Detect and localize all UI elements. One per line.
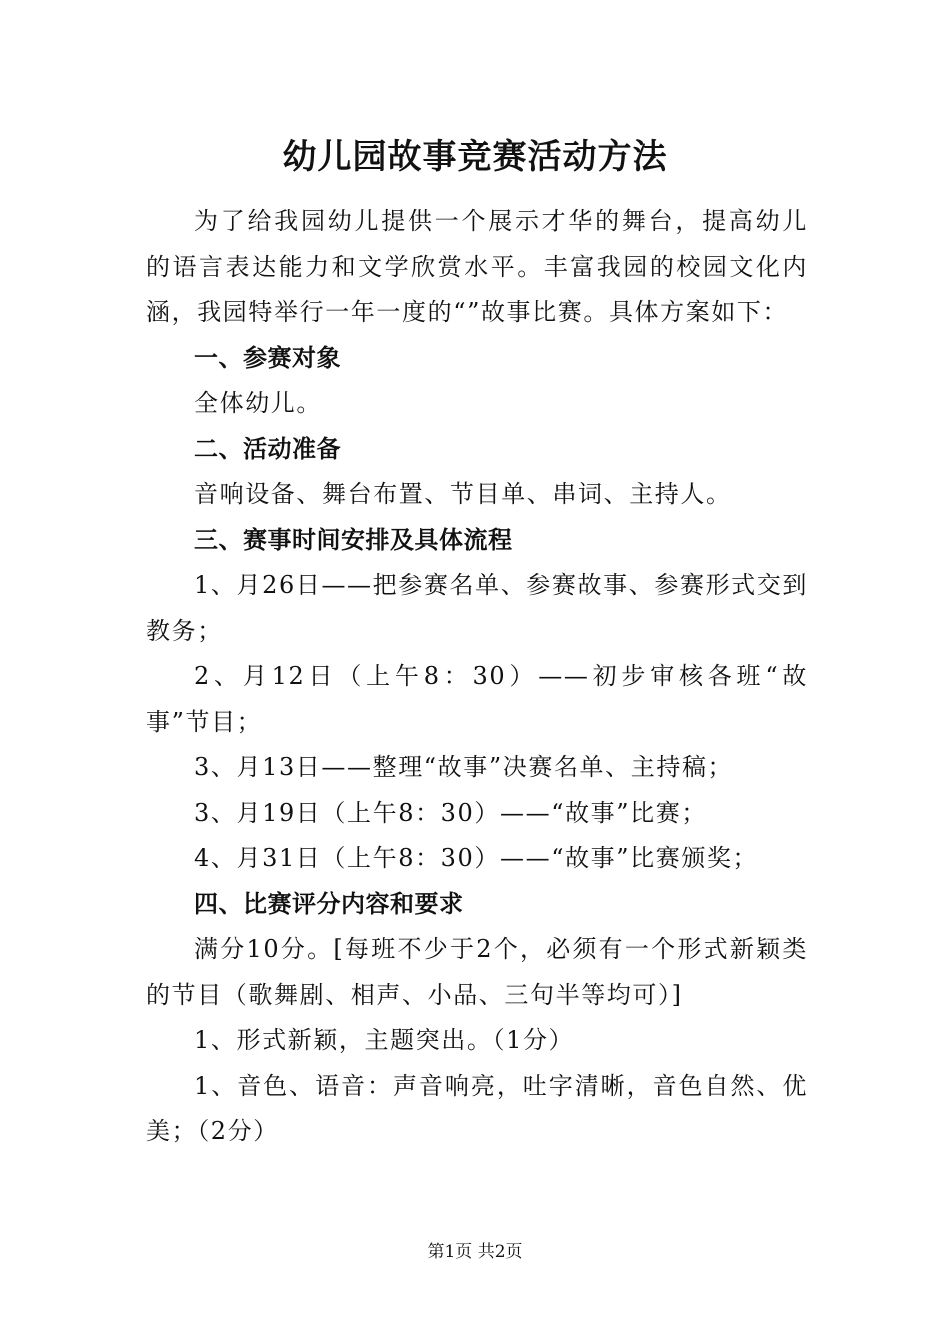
paragraph: 4、月31日（上午8：30）——“故事”比赛颁奖；: [194, 844, 759, 872]
document-body: [146, 199, 808, 1155]
paragraph: 2、月12日（上午8：30）——初步审核各班“故事”节目；: [146, 662, 808, 736]
paragraph: 1、形式新颖，主题突出。（1分）: [194, 1026, 575, 1054]
section-heading: 三、赛事时间安排及具体流程: [194, 525, 513, 554]
section-heading: 二、活动准备: [194, 434, 341, 463]
paragraph: 3、月13日——整理“故事”决赛名单、主持稿；: [194, 753, 734, 781]
paragraph: 为了给我园幼儿提供一个展示才华的舞台，提高幼儿的语言表达能力和文学欣赏水平。丰富我园的校园文化内涵，我园特举行一年一度的“”故事比赛。具体方案如下：: [146, 207, 808, 326]
paragraph: 1、月26日——把参赛名单、参赛故事、参赛形式交到教务；: [146, 571, 808, 645]
document-title: 幼儿园故事竞赛活动方法: [282, 137, 668, 177]
page-footer: 第1页 共2页: [427, 1242, 523, 1262]
paragraph: 1、音色、语音：声音响亮，吐字清晰，音色自然、优美；（2分）: [146, 1071, 808, 1145]
section-heading: 一、参赛对象: [194, 343, 341, 372]
paragraph: 全体幼儿。: [194, 389, 322, 417]
paragraph: 音响设备、舞台布置、节目单、串词、主持人。: [194, 480, 732, 508]
paragraph: 满分10分。[每班不少于2个，必须有一个形式新颖类的节目（歌舞剧、相声、小品、三句半等均可）]: [146, 935, 808, 1009]
section-heading: 四、比赛评分内容和要求: [194, 889, 464, 918]
paragraph: 3、月19日（上午8：30）——“故事”比赛；: [194, 798, 707, 827]
